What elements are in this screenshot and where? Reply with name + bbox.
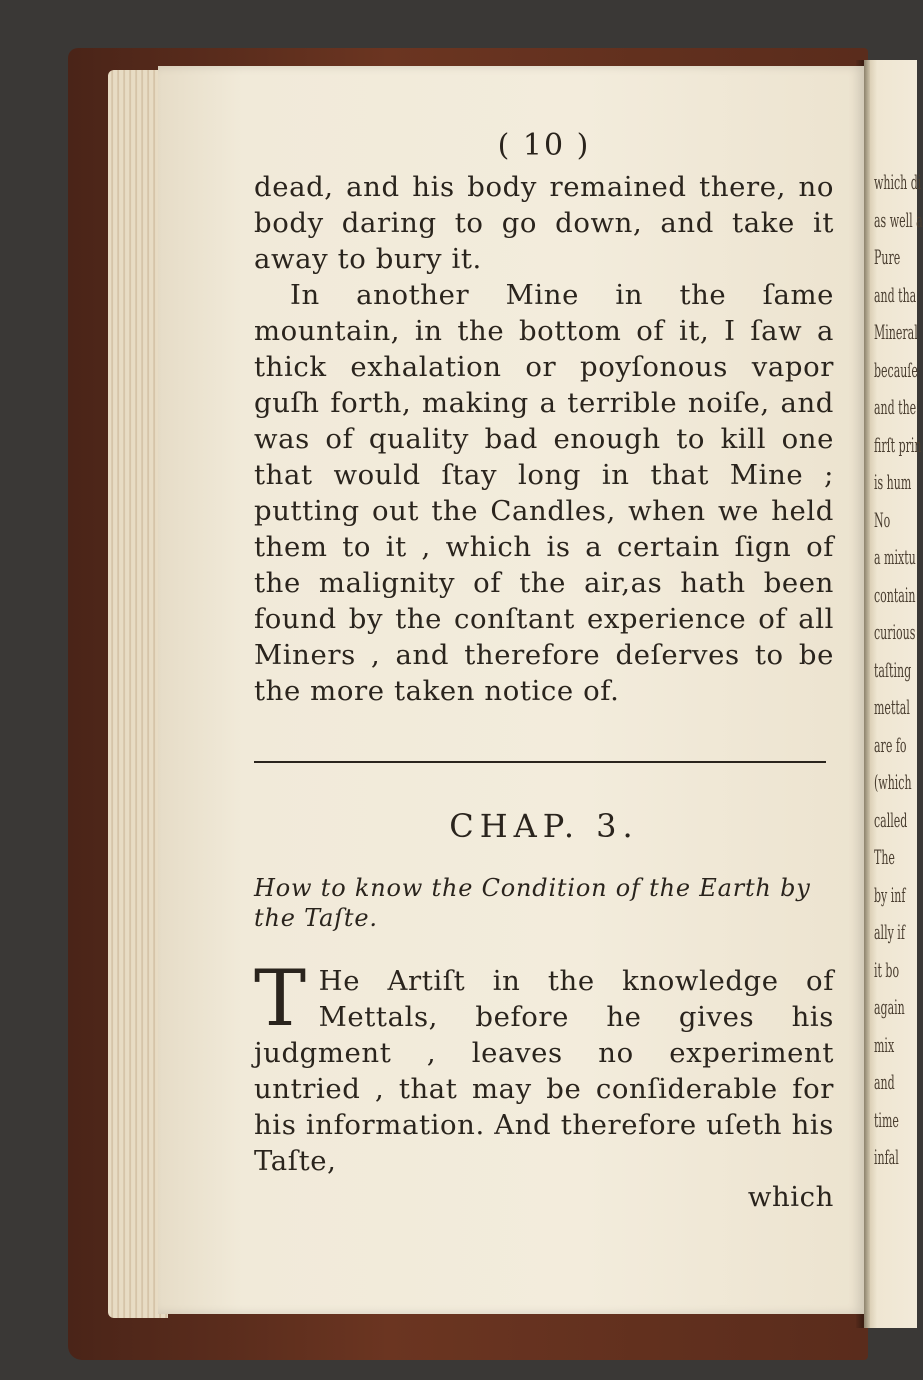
chapter-paragraph-text: He Artiſt in the knowledge of Mettals, before he gives his judgment , leaves no experiment untried , that may be conſiderable for his information. And therefore uſeth his Taſte,	[254, 965, 834, 1177]
facing-page-line: mix	[874, 1032, 895, 1057]
paragraph: In another Mine in the ſame mountain, in the bottom of it, I ſaw a thick exhalation or poyſonous vapor guſh forth, making a terrible noiſe, and was of quality bad enough to kill one that would ſtay long in that Mine ; putting out the Candles, when we held them to it , which is a certain ſign of the malignity of the air,as hath been found by the conſtant experience of all Miners , and therefore deſerves to be the more taken notice of.	[254, 279, 834, 707]
facing-page-line: mettal	[874, 695, 910, 719]
facing-page-line: it bo	[874, 957, 900, 982]
facing-page-line: by inf	[874, 882, 906, 907]
facing-page-line: curious	[874, 620, 916, 644]
facing-page-line: becauſe	[874, 357, 918, 382]
facing-page-line: again	[874, 995, 905, 1019]
facing-page-line: is hum	[874, 470, 912, 494]
facing-page-line: infal	[874, 1145, 899, 1169]
facing-page-fragment	[864, 60, 923, 1328]
facing-page-line: which di	[874, 170, 922, 194]
facing-page-line: Mineral	[874, 320, 918, 344]
catchword: which	[747, 1181, 834, 1213]
facing-page-line: and	[874, 1070, 895, 1094]
chapter-paragraph	[254, 954, 834, 1179]
book-page	[158, 66, 864, 1314]
facing-page-line: ally if	[874, 920, 905, 944]
facing-page-line: The	[874, 845, 895, 869]
page-content	[254, 128, 834, 1213]
page-number: ( 10 )	[497, 128, 591, 163]
facing-page-line: a mixtu	[874, 545, 916, 569]
facing-page-line: called	[874, 807, 908, 832]
chapter-subtitle: How to know the Condition of the Earth by the Taſte.	[254, 874, 811, 932]
facing-page-line: and the	[874, 395, 917, 419]
facing-page-line: Pure	[874, 245, 901, 269]
facing-page-line: are fo	[874, 732, 907, 757]
drop-cap: T	[254, 954, 307, 1044]
facing-page-line: and tha	[874, 282, 917, 307]
facing-page-line: contain	[874, 582, 916, 607]
paragraph: dead, and his body remained there, no body daring to go down, and take it away to bury it.	[254, 171, 834, 275]
facing-page-line: as well a	[874, 207, 923, 232]
facing-page-line: taſting	[874, 657, 912, 682]
facing-page-line: No	[874, 507, 891, 532]
facing-page-line: firſt prin	[874, 432, 922, 457]
facing-page-line: (which	[874, 770, 912, 794]
chapter-heading: CHAP. 3.	[449, 807, 639, 845]
section-divider	[254, 761, 826, 763]
facing-page-line: time	[874, 1107, 899, 1132]
